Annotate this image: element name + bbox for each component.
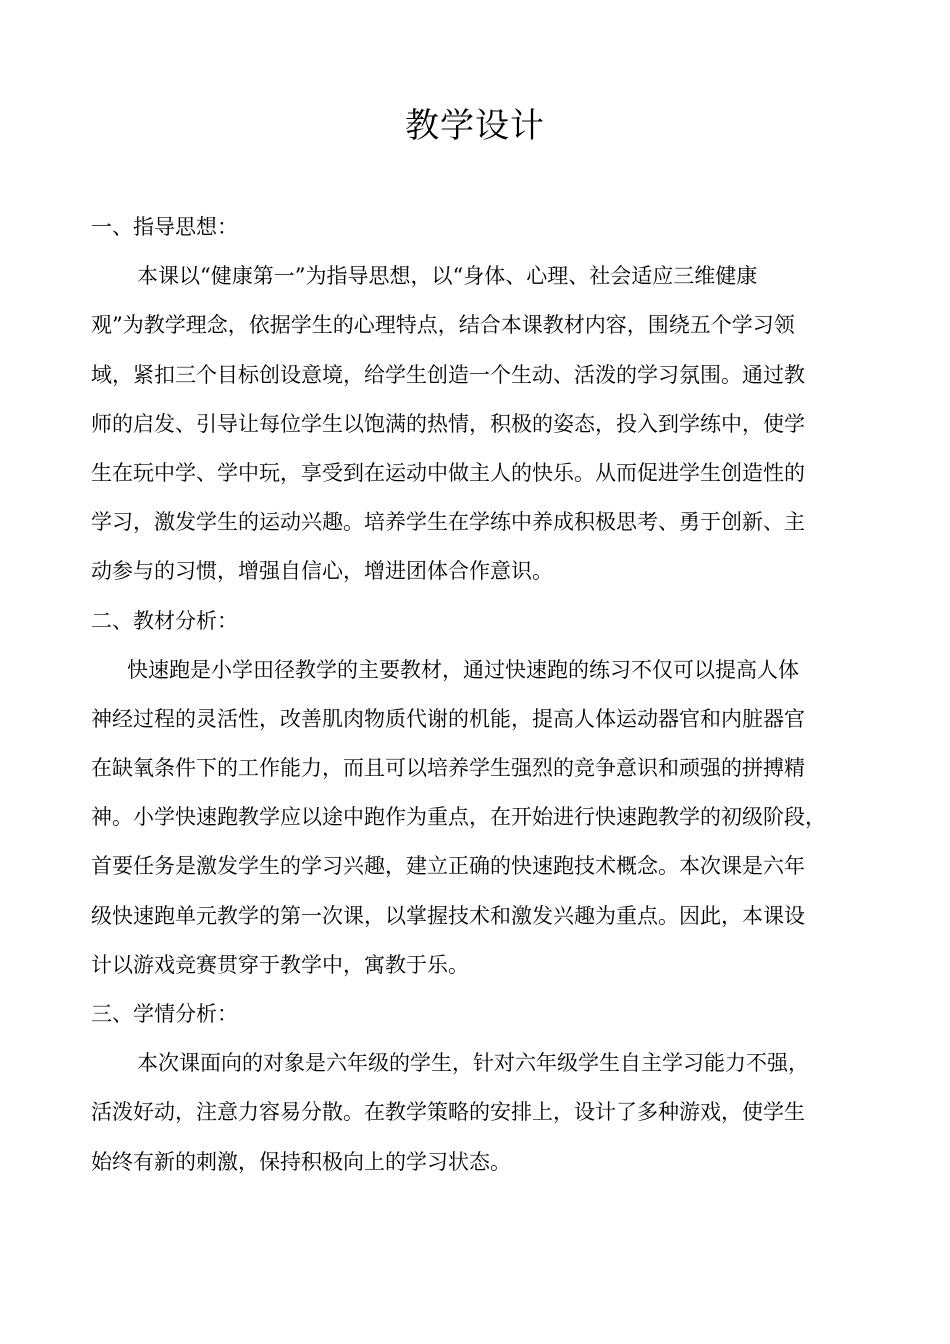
paragraph-line: 在缺氧条件下的工作能力，而且可以培养学生强烈的竞争意识和顽强的拼搏精 <box>91 756 805 781</box>
paragraph-line: 本课以“健康第一”为指导思想，以“身体、心理、社会适应三维健康 <box>137 264 758 289</box>
paragraph-line: 域，紧扣三个目标创设意境，给学生创造一个生动、活泼的学习氛围。通过教 <box>91 362 805 387</box>
paragraph-line: 动参与的习惯，增强自信心，增进团体合作意识。 <box>91 559 553 584</box>
paragraph-line: 师的启发、引导让每位学生以饱满的热情，积极的姿态，投入到学练中，使学 <box>91 411 805 436</box>
paragraph-line: 神经过程的灵活性，改善肌肉物质代谢的机能，提高人体运动器官和内脏器官 <box>91 706 805 731</box>
page-title: 教学设计 <box>405 106 545 146</box>
paragraph-line: 生在玩中学、学中玩，享受到在运动中做主人的快乐。从而促进学生创造性的 <box>91 460 805 485</box>
section-heading-guiding-thought: 一、指导思想： <box>91 215 238 239</box>
section-heading-student-analysis: 三、学情分析： <box>91 1002 238 1026</box>
paragraph-line: 计以游戏竞赛贯穿于教学中，寓教于乐。 <box>91 952 469 977</box>
paragraph-line: 活泼好动，注意力容易分散。在教学策略的安排上，设计了多种游戏，使学生 <box>91 1100 805 1125</box>
paragraph-line: 始终有新的刺激，保持积极向上的学习状态。 <box>91 1149 511 1174</box>
paragraph-line: 首要任务是激发学生的学习兴趣，建立正确的快速跑技术概念。本次课是六年 <box>91 854 805 879</box>
paragraph-line: 观”为教学理念，依据学生的心理特点，结合本课教材内容，围绕五个学习领 <box>91 313 795 338</box>
document-body <box>91 203 881 1187</box>
section-heading-material-analysis: 二、教材分析： <box>91 608 238 633</box>
paragraph-line: 级快速跑单元教学的第一次课，以掌握技术和激发兴趣为重点。因此，本课设 <box>91 903 805 928</box>
paragraph-line: 本次课面向的对象是六年级的学生，针对六年级学生自主学习能力不强， <box>137 1051 809 1076</box>
paragraph-line: 学习，激发学生的运动兴趣。培养学生在学练中养成积极思考、勇于创新、主 <box>91 510 805 535</box>
paragraph-line: 神。小学快速跑教学应以途中跑作为重点，在开始进行快速跑教学的初级阶段， <box>91 805 826 830</box>
paragraph-line: 快速跑是小学田径教学的主要教材，通过快速跑的练习不仅可以提高人体 <box>127 657 799 682</box>
